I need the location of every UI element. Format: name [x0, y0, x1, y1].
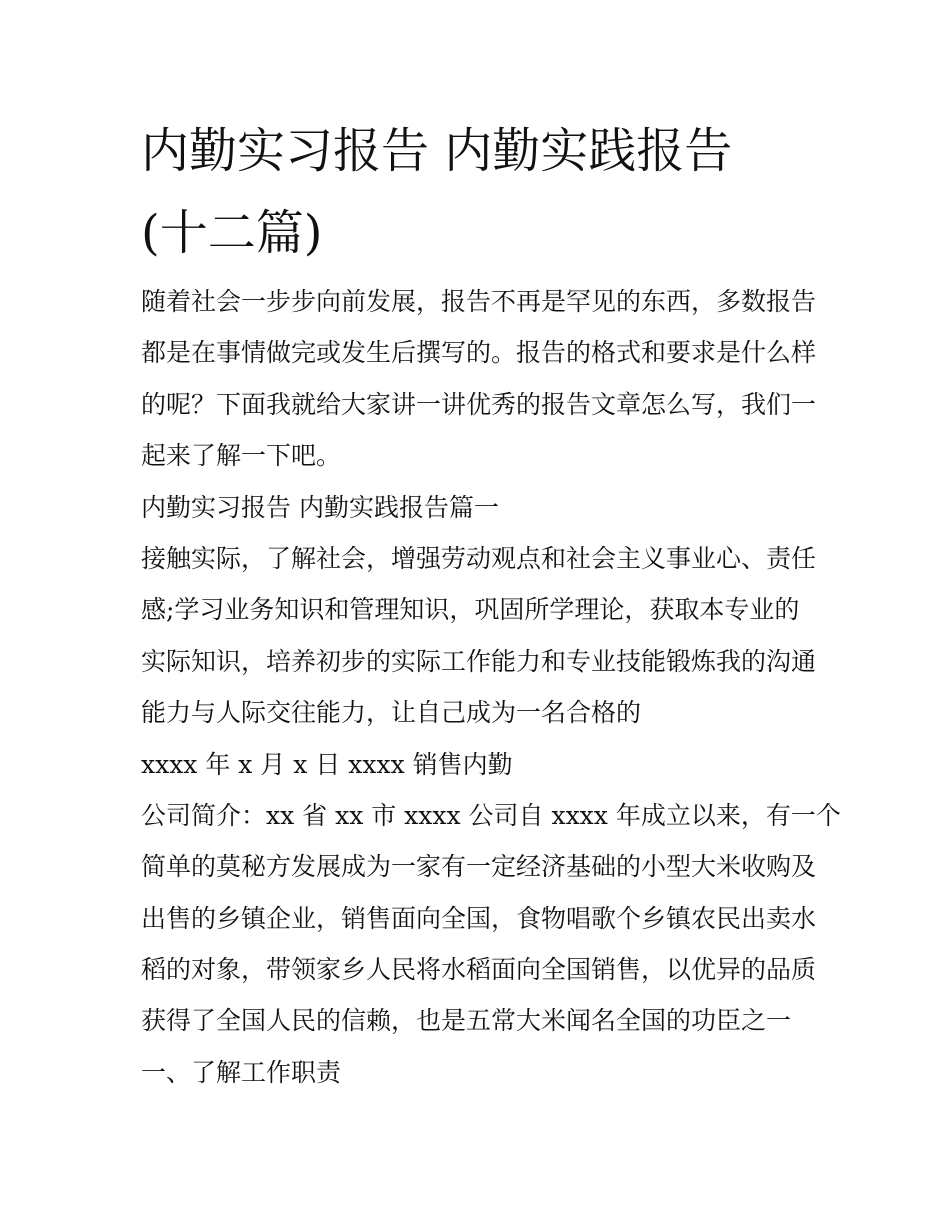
company-intro-line: 出售的乡镇企业，销售面向全国，食物唱歌个乡镇农民出卖水: [141, 903, 817, 933]
title-line: 内勤实习报告 内勤实践报告: [141, 123, 733, 179]
paragraph-line: 实际知识，培养初步的实际工作能力和专业技能锻炼我的沟通: [141, 646, 817, 676]
title-line: (十二篇): [141, 205, 323, 261]
paragraph-line: 能力与人际交往能力，让自己成为一名合格的: [141, 698, 642, 728]
document-body: [141, 276, 841, 1098]
paragraph-line: 感;学习业务知识和管理知识，巩固所学理论，获取本专业的: [141, 595, 800, 625]
intro-line: 随着社会一步步向前发展，报告不再是罕见的东西，多数报告: [141, 287, 817, 316]
company-intro-line: 稻的对象，带领家乡人民将水稻面向全国销售，以优异的品质: [141, 955, 817, 985]
company-intro-line: 公司简介：xx 省 xx 市 xxxx 公司自 xxxx 年成立以来，有一个: [141, 800, 841, 830]
date-line: xxxx 年 x 月 x 日 xxxx 销售内勤: [141, 749, 513, 779]
document-title: [141, 110, 821, 274]
intro-line: 的呢？下面我就给大家讲一讲优秀的报告文章怎么写，我们一: [141, 389, 817, 419]
company-intro-line: 简单的莫秘方发展成为一家有一定经济基础的小型大米收购及: [141, 852, 817, 882]
subsection-heading: 一、了解工作职责: [141, 1057, 342, 1087]
intro-line: 都是在事情做完或发生后撰写的。报告的格式和要求是什么样: [141, 338, 817, 368]
paragraph-line: 接触实际，了解社会，增强劳动观点和社会主义事业心、责任: [141, 543, 817, 573]
intro-line: 起来了解一下吧。: [141, 441, 342, 471]
section-heading: 内勤实习报告 内勤实践报告篇一: [141, 492, 499, 522]
company-intro-line: 获得了全国人民的信赖，也是五常大米闻名全国的功臣之一: [141, 1006, 792, 1036]
